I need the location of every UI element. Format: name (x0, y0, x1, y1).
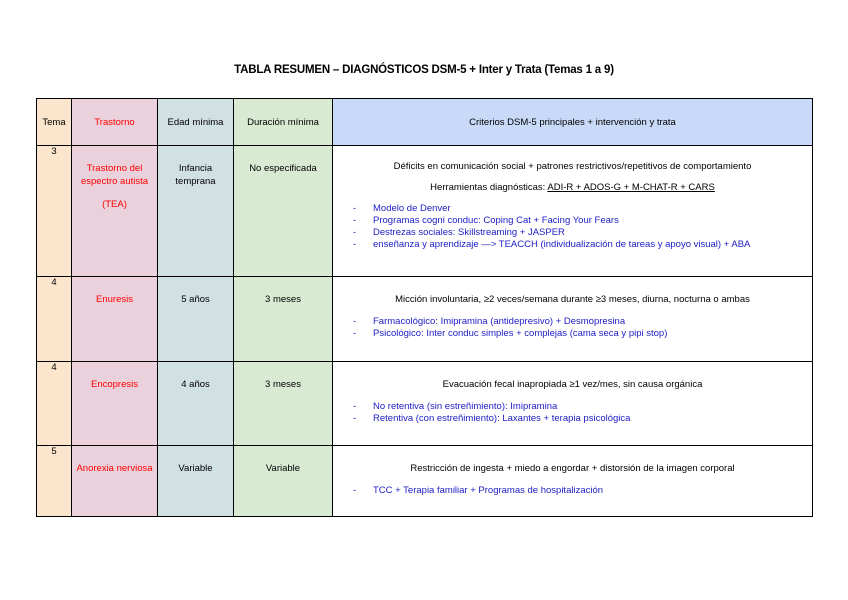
trastorno-cell (72, 446, 158, 517)
criterio-text: Restricción de ingesta + miedo a engordar + distorsión de la imagen corporal (410, 463, 735, 474)
tema-cell: 3 (37, 146, 72, 277)
header-duracion-minima: Duración mínima (234, 99, 333, 146)
duracion-value: Variable (265, 463, 301, 474)
summary-table (36, 98, 813, 517)
edad-cell (158, 362, 234, 446)
intervention-list (333, 401, 812, 425)
duracion-cell (234, 446, 333, 517)
header-edad-minima: Edad mínima (158, 99, 234, 146)
table-row (37, 146, 813, 277)
table-row (37, 277, 813, 362)
list-item: - Modelo de Denver (333, 203, 812, 215)
trastorno-name: Encopresis (91, 379, 138, 390)
edad-cell (158, 277, 234, 362)
trastorno-cell (72, 277, 158, 362)
list-item: - Psicológico: Inter conduc simples + complejas (cama seca y pipi stop) (333, 328, 812, 340)
list-item: - Destrezas sociales: Skillstreaming + JASPER (333, 227, 812, 239)
criterios-cell (333, 277, 813, 362)
tema-cell: 5 (37, 446, 72, 517)
table-row (37, 362, 813, 446)
table-header-row (37, 99, 813, 146)
herramientas-list: ADI-R + ADOS-G + M-CHAT-R + CARS (547, 182, 715, 193)
list-item: - Retentiva (con estreñimiento): Laxantes + terapia psicológica (333, 413, 812, 425)
criterios-cell (333, 146, 813, 277)
list-item: - TCC + Terapia familiar + Programas de hospitalización (333, 485, 812, 497)
header-criterios: Criterios DSM-5 principales + intervención y trata (333, 99, 813, 146)
tema-cell: 4 (37, 362, 72, 446)
edad-cell (158, 446, 234, 517)
edad-value: Infancia temprana (175, 163, 216, 187)
criterio-text: Micción involuntaria, ≥2 veces/semana durante ≥3 meses, diurna, nocturna o ambas (395, 294, 750, 305)
criterio-text: Déficits en comunicación social + patrones restrictivos/repetitivos de comportamiento (393, 161, 752, 172)
list-item: - No retentiva (sin estreñimiento): Imipramina (333, 401, 812, 413)
edad-cell (158, 146, 234, 277)
trastorno-name: Trastorno del espectro autista (80, 163, 149, 187)
edad-value: 4 años (181, 379, 210, 390)
trastorno-cell (72, 146, 158, 277)
duracion-cell (234, 146, 333, 277)
duracion-value: No especificada (249, 163, 317, 174)
duracion-cell (234, 362, 333, 446)
duracion-value: 3 meses (265, 294, 301, 305)
herramientas-label: Herramientas diagnósticas: (430, 182, 548, 193)
list-item: - enseñanza y aprendizaje —> TEACCH (individualización de tareas y apoyo visual) + ABA (333, 239, 812, 251)
criterio-text: Evacuación fecal inapropiada ≥1 vez/mes, sin causa orgánica (442, 379, 703, 390)
edad-value: Variable (178, 463, 213, 474)
duracion-cell (234, 277, 333, 362)
intervention-list (333, 203, 812, 251)
trastorno-name: Anorexia nerviosa (76, 463, 153, 474)
table-row (37, 446, 813, 517)
intervention-list (333, 485, 812, 497)
criterios-cell (333, 446, 813, 517)
document-title: TABLA RESUMEN – DIAGNÓSTICOS DSM-5 + Inter y Trata (Temas 1 a 9) (234, 64, 614, 76)
list-item: - Farmacológico: Imipramina (antidepresivo) + Desmopresina (333, 316, 812, 328)
header-trastorno: Trastorno (72, 99, 158, 146)
tema-cell: 4 (37, 277, 72, 362)
duracion-value: 3 meses (265, 379, 301, 390)
trastorno-abbr: (TEA) (102, 199, 127, 210)
criterios-cell (333, 362, 813, 446)
trastorno-name: Enuresis (96, 294, 133, 305)
edad-value: 5 años (181, 294, 210, 305)
header-tema: Tema (37, 99, 72, 146)
intervention-list (333, 316, 812, 340)
herramientas-line (333, 182, 812, 193)
trastorno-cell (72, 362, 158, 446)
list-item: - Programas cogni conduc: Coping Cat + Facing Your Fears (333, 215, 812, 227)
